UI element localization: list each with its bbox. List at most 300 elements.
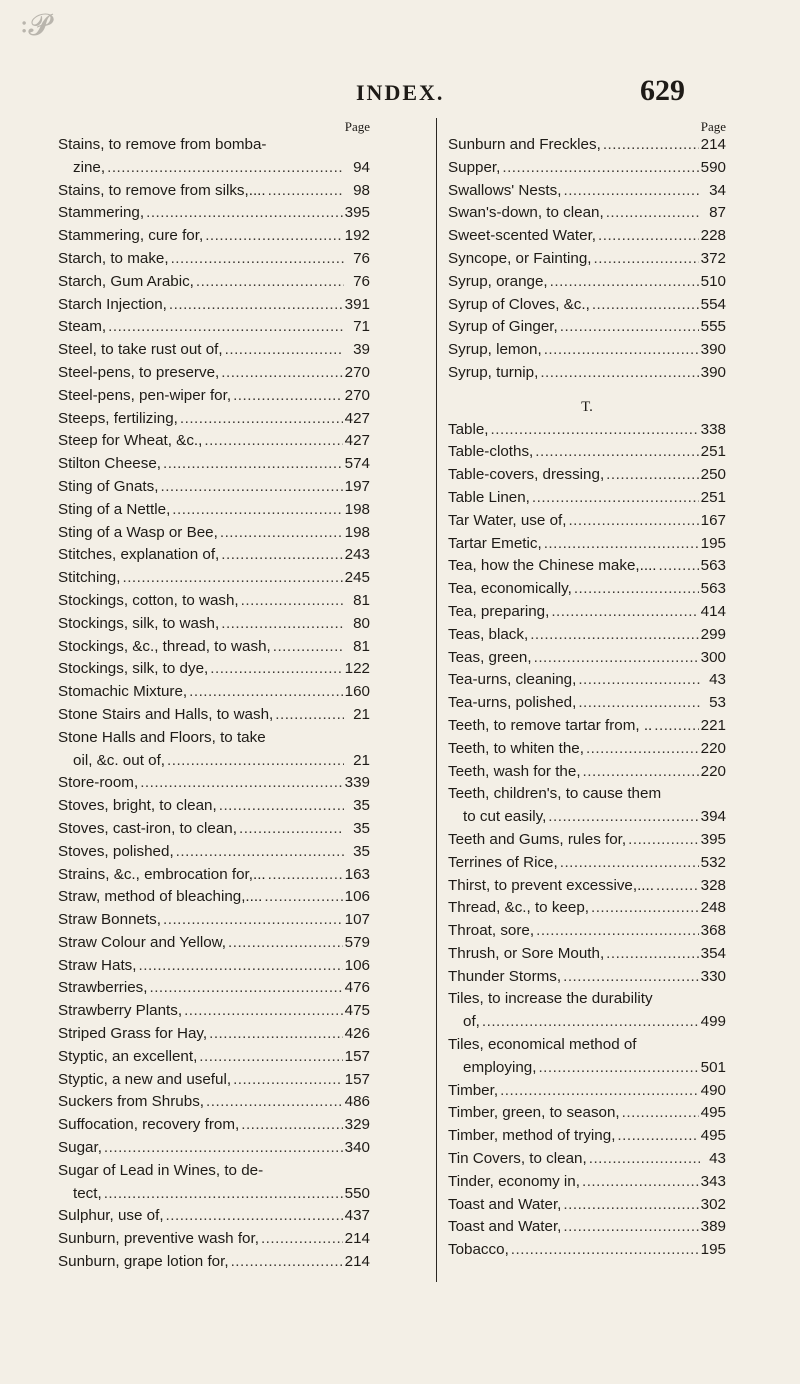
index-entry	[448, 1194, 726, 1217]
index-entry	[58, 977, 370, 1000]
entry-page-number: 245	[344, 569, 370, 587]
entry-page-number: 81	[353, 637, 370, 655]
section-heading-t: T.	[581, 398, 593, 415]
leader-dots	[268, 864, 343, 887]
index-entry	[448, 1216, 726, 1239]
index-entry	[58, 339, 370, 362]
left-column	[58, 120, 426, 1274]
entry-page-number: 76	[353, 272, 370, 290]
index-entry	[58, 1069, 370, 1092]
entry-text: Swallows' Nests,	[448, 181, 562, 199]
entry-text: Stoves, bright, to clean,	[58, 797, 217, 815]
index-entry	[448, 1102, 726, 1125]
index-entry	[448, 578, 726, 601]
entry-text: of,	[463, 1013, 480, 1031]
leader-dots	[532, 487, 699, 510]
leader-dots	[233, 1069, 343, 1092]
entry-page-number: 300	[700, 648, 726, 666]
entry-text: Steel-pens, pen-wiper for,	[58, 386, 232, 404]
index-entry	[448, 669, 726, 692]
index-entry	[448, 1034, 726, 1057]
leader-dots	[502, 157, 698, 180]
leader-dots	[199, 1046, 342, 1069]
entry-text: Steam,	[58, 318, 107, 336]
entry-page-number: 39	[353, 341, 370, 359]
leader-dots	[574, 578, 699, 601]
entry-text: Swan's-down, to clean,	[448, 204, 604, 222]
leader-dots	[204, 430, 342, 453]
index-entry	[448, 419, 726, 442]
leader-dots	[591, 897, 699, 920]
leader-dots	[104, 1183, 343, 1206]
leader-dots	[206, 1091, 343, 1114]
index-entry	[58, 658, 370, 681]
leader-dots	[221, 544, 342, 567]
index-entry	[448, 601, 726, 624]
index-entry	[58, 795, 370, 818]
right-entry-list-t	[448, 419, 726, 1262]
leader-dots	[544, 533, 699, 556]
entry-page-number: 368	[700, 922, 726, 940]
entry-text: Table-cloths,	[448, 443, 534, 461]
entry-text: Sugar,	[58, 1139, 102, 1157]
index-entry	[448, 966, 726, 989]
index-entry	[448, 1239, 726, 1262]
leader-dots	[617, 1125, 698, 1148]
entry-text: Sunburn and Freckles,	[448, 136, 601, 153]
entry-text: Stockings, cotton, to wash,	[58, 591, 239, 609]
entry-page-number: 35	[353, 819, 370, 837]
leader-dots	[231, 1251, 343, 1274]
entry-text: Syncope, or Fainting,	[448, 249, 592, 267]
index-entry	[58, 613, 370, 636]
index-entry	[448, 852, 726, 875]
index-entry	[448, 624, 726, 647]
entry-page-number: 555	[700, 318, 726, 336]
entry-text: Stammering, cure for,	[58, 227, 204, 245]
entry-text: Sunburn, preventive wash for,	[58, 1230, 259, 1248]
page-title: INDEX.	[356, 80, 445, 105]
entry-page-number: 21	[353, 751, 370, 769]
entry-text: Supper,	[448, 158, 501, 176]
leader-dots	[189, 681, 343, 704]
entry-page-number: 510	[700, 272, 726, 290]
leader-dots	[221, 362, 342, 385]
entry-page-number: 122	[344, 660, 370, 678]
entry-text: Strawberries,	[58, 979, 148, 997]
entry-text: Strawberry Plants,	[58, 1002, 183, 1020]
leader-dots	[563, 966, 699, 989]
leader-dots	[578, 669, 700, 692]
leader-dots	[275, 704, 344, 727]
entry-page-number: 563	[700, 557, 726, 575]
entry-text: Timber, method of trying,	[448, 1127, 616, 1145]
entry-page-number: 270	[344, 363, 370, 381]
leader-dots	[225, 339, 344, 362]
corner-mark: ꞉𝓟	[20, 8, 50, 43]
leader-dots	[586, 738, 699, 761]
index-entry	[58, 1114, 370, 1137]
index-entry	[448, 362, 726, 385]
entry-text: Stitching,	[58, 569, 121, 587]
index-entry	[58, 818, 370, 841]
index-entry	[58, 727, 370, 750]
leader-dots	[544, 339, 699, 362]
entry-page-number: 579	[344, 933, 370, 951]
index-entry	[58, 1046, 370, 1069]
entry-text: Thread, &c., to keep,	[448, 899, 589, 917]
leader-dots	[551, 601, 698, 624]
entry-page-number: 414	[700, 602, 726, 620]
right-column	[448, 120, 726, 1262]
entry-text: Stone Stairs and Halls, to wash,	[58, 705, 274, 723]
index-entry	[58, 544, 370, 567]
entry-page-number: 270	[344, 386, 370, 404]
leader-dots	[568, 510, 698, 533]
page-number: 629	[640, 74, 685, 107]
leader-dots	[184, 1000, 343, 1023]
entry-page-number: 339	[344, 774, 370, 792]
entry-text: Tea, how the Chinese make,....	[448, 557, 657, 575]
index-entry	[58, 864, 370, 887]
entry-text: Tea, preparing,	[448, 602, 550, 620]
entry-text: Teeth, children's, to cause them	[448, 785, 662, 803]
entry-page-number: 71	[353, 318, 370, 336]
entry-page-number: 192	[344, 227, 370, 245]
entry-page-number: 495	[700, 1127, 726, 1145]
entry-text: Syrup, turnip,	[448, 363, 539, 381]
index-entry	[58, 1091, 370, 1114]
index-entry	[448, 202, 726, 225]
index-entry	[58, 476, 370, 499]
leader-dots	[598, 225, 699, 248]
entry-text: Syrup, orange,	[448, 272, 548, 290]
entry-page-number: 220	[700, 762, 726, 780]
entry-page-number: 157	[344, 1070, 370, 1088]
index-entry	[448, 1011, 726, 1034]
leader-dots	[563, 1194, 698, 1217]
entry-page-number: 98	[353, 181, 370, 199]
leader-dots	[221, 613, 344, 636]
index-entry	[448, 1125, 726, 1148]
index-entry	[58, 704, 370, 727]
leader-dots	[273, 636, 344, 659]
entry-text: Throat, sore,	[448, 922, 535, 940]
entry-text: Straw Colour and Yellow,	[58, 933, 227, 951]
leader-dots	[654, 715, 698, 738]
entry-page-number: 198	[344, 523, 370, 541]
index-entry	[58, 1023, 370, 1046]
entry-text: Stoves, polished,	[58, 842, 174, 860]
entry-text: Teeth, wash for the,	[448, 762, 581, 780]
leader-dots	[622, 1102, 699, 1125]
entry-page-number: 21	[353, 705, 370, 723]
entry-text: Syrup of Ginger,	[448, 318, 558, 336]
index-entry	[448, 225, 726, 248]
index-entry	[58, 362, 370, 385]
entry-page-number: 87	[709, 204, 726, 222]
index-entry	[58, 932, 370, 955]
entry-text: Straw, method of bleaching,....	[58, 888, 263, 906]
entry-text: Steeps, fertilizing,	[58, 409, 178, 427]
entry-text: Steep for Wheat, &c.,	[58, 432, 203, 450]
leader-dots	[482, 1011, 699, 1034]
entry-text: Stilton Cheese,	[58, 455, 161, 473]
index-entry	[448, 510, 726, 533]
index-entry	[448, 988, 726, 1011]
entry-text: Steel, to take rust out of,	[58, 341, 223, 359]
entry-text: Starch, Gum Arabic,	[58, 272, 194, 290]
entry-text: zine,	[73, 158, 106, 176]
index-entry	[58, 157, 370, 180]
entry-page-number: 53	[709, 694, 726, 712]
entry-text: Stone Halls and Floors, to take	[58, 728, 266, 746]
entry-page-number: 394	[700, 808, 726, 826]
index-entry	[448, 271, 726, 294]
entry-page-number: 157	[344, 1047, 370, 1065]
leader-dots	[196, 271, 344, 294]
entry-page-number: 107	[344, 911, 370, 929]
entry-page-number: 427	[344, 409, 370, 427]
entry-text: Sting of Gnats,	[58, 477, 159, 495]
entry-page-number: 390	[700, 341, 726, 359]
leader-dots	[261, 1228, 343, 1251]
entry-page-number: 214	[700, 136, 726, 153]
entry-text: Steel-pens, to preserve,	[58, 363, 220, 381]
leader-dots	[550, 271, 699, 294]
index-entry	[58, 225, 370, 248]
index-entry	[58, 316, 370, 339]
left-entry-list	[58, 134, 426, 1274]
entry-text: Teeth, to whiten the,	[448, 739, 584, 757]
entry-text: Striped Grass for Hay,	[58, 1025, 208, 1043]
entry-page-number: 395	[700, 830, 726, 848]
entry-page-number: 574	[344, 455, 370, 473]
entry-text: tect,	[73, 1184, 102, 1202]
right-entry-list-s	[448, 134, 726, 385]
entry-page-number: 437	[344, 1207, 370, 1225]
entry-text: Tiles, to increase the durability	[448, 990, 653, 1008]
leader-dots	[172, 499, 342, 522]
entry-page-number: 76	[353, 249, 370, 267]
leader-dots	[171, 248, 344, 271]
entry-text: Straw Hats,	[58, 956, 137, 974]
leader-dots	[578, 692, 700, 715]
index-entry	[448, 533, 726, 556]
leader-dots	[594, 248, 699, 271]
entry-text: Stains, to remove from silks,....	[58, 181, 266, 199]
entry-page-number: 248	[700, 899, 726, 917]
entry-text: Teeth and Gums, rules for,	[448, 830, 627, 848]
entry-page-number: 34	[709, 181, 726, 199]
entry-text: Sulphur, use of,	[58, 1207, 164, 1225]
entry-page-number: 214	[344, 1230, 370, 1248]
index-entry	[448, 715, 726, 738]
index-entry	[448, 339, 726, 362]
index-entry	[58, 1183, 370, 1206]
entry-page-number: 195	[700, 534, 726, 552]
entry-page-number: 426	[344, 1025, 370, 1043]
leader-dots	[538, 1057, 698, 1080]
index-entry	[448, 692, 726, 715]
index-entry	[58, 134, 370, 157]
entry-text: Stomachic Mixture,	[58, 683, 188, 701]
entry-text: Tobacco,	[448, 1241, 509, 1259]
entry-page-number: 554	[700, 295, 726, 313]
index-entry	[448, 464, 726, 487]
index-entry	[448, 157, 726, 180]
column-divider	[436, 118, 437, 1282]
entry-page-number: 106	[344, 888, 370, 906]
entry-text: Thunder Storms,	[448, 967, 562, 985]
leader-dots	[491, 419, 699, 442]
index-entry	[448, 1148, 726, 1171]
index-entry	[58, 1137, 370, 1160]
entry-text: Table Linen,	[448, 488, 530, 506]
entry-page-number: 243	[344, 546, 370, 564]
index-entry	[58, 955, 370, 978]
index-entry	[448, 647, 726, 670]
leader-dots	[560, 316, 699, 339]
leader-dots	[592, 294, 699, 317]
entry-page-number: 302	[700, 1195, 726, 1213]
leader-dots	[122, 567, 342, 590]
leader-dots	[589, 1148, 700, 1171]
index-entry	[58, 499, 370, 522]
index-entry	[58, 453, 370, 476]
leader-dots	[140, 772, 342, 795]
index-entry	[448, 180, 726, 203]
leader-dots	[169, 294, 343, 317]
entry-page-number: 532	[700, 853, 726, 871]
entry-text: Stammering,	[58, 204, 145, 222]
leader-dots	[166, 1205, 343, 1228]
leader-dots	[563, 180, 700, 203]
leader-dots	[176, 841, 344, 864]
entry-page-number: 220	[700, 739, 726, 757]
index-entry	[448, 829, 726, 852]
entry-text: Tartar Emetic,	[448, 534, 542, 552]
entry-text: Suckers from Shrubs,	[58, 1093, 205, 1111]
entry-text: Tea-urns, cleaning,	[448, 671, 577, 689]
index-entry	[448, 248, 726, 271]
leader-dots	[220, 522, 343, 545]
index-entry	[58, 1251, 370, 1274]
entry-text: Sting of a Nettle,	[58, 500, 171, 518]
index-entry	[448, 134, 726, 157]
entry-text: Stockings, silk, to dye,	[58, 660, 209, 678]
leader-dots	[180, 408, 343, 431]
index-entry	[58, 271, 370, 294]
leader-dots	[241, 590, 344, 613]
leader-dots	[500, 1080, 699, 1103]
index-entry	[448, 920, 726, 943]
index-entry	[58, 590, 370, 613]
index-entry	[58, 1000, 370, 1023]
entry-text: Thirst, to prevent excessive,....	[448, 876, 654, 894]
entry-page-number: 427	[344, 432, 370, 450]
left-page-label: Page	[344, 119, 370, 134]
entry-page-number: 330	[700, 967, 726, 985]
index-entry	[448, 487, 726, 510]
entry-page-number: 163	[344, 865, 370, 883]
entry-text: Stitches, explanation of,	[58, 546, 220, 564]
entry-text: Suffocation, recovery from,	[58, 1116, 240, 1134]
entry-page-number: 550	[344, 1184, 370, 1202]
index-entry	[58, 636, 370, 659]
leader-dots	[241, 1114, 342, 1137]
index-entry	[58, 567, 370, 590]
index-entry	[58, 1205, 370, 1228]
leader-dots	[628, 829, 699, 852]
entry-text: Strains, &c., embrocation for,...	[58, 865, 266, 883]
leader-dots	[548, 806, 698, 829]
entry-text: Store-room,	[58, 774, 139, 792]
entry-text: Tea-urns, polished,	[448, 694, 577, 712]
index-entry	[58, 522, 370, 545]
entry-page-number: 476	[344, 979, 370, 997]
entry-text: Toast and Water,	[448, 1218, 562, 1236]
index-entry	[58, 681, 370, 704]
index-entry	[448, 783, 726, 806]
index-entry	[58, 294, 370, 317]
index-entry	[58, 385, 370, 408]
entry-text: employing,	[463, 1058, 537, 1076]
leader-dots	[268, 180, 344, 203]
entry-text: Tar Water, use of,	[448, 511, 567, 529]
entry-text: Tea, economically,	[448, 580, 572, 598]
entry-page-number: 195	[700, 1241, 726, 1259]
leader-dots	[139, 955, 343, 978]
entry-page-number: 221	[700, 716, 726, 734]
entry-page-number: 299	[700, 625, 726, 643]
leader-dots	[205, 225, 342, 248]
index-entry	[448, 806, 726, 829]
leader-dots	[583, 761, 699, 784]
entry-page-number: 495	[700, 1104, 726, 1122]
entry-page-number: 328	[700, 876, 726, 894]
index-entry	[448, 738, 726, 761]
entry-page-number: 338	[700, 420, 726, 438]
entry-page-number: 389	[700, 1218, 726, 1236]
entry-text: Stains, to remove from bomba-	[58, 136, 267, 153]
entry-page-number: 160	[344, 683, 370, 701]
entry-page-number: 590	[700, 158, 726, 176]
leader-dots	[146, 202, 343, 225]
entry-text: Sunburn, grape lotion for,	[58, 1253, 229, 1271]
index-entry	[58, 1160, 370, 1183]
entry-page-number: 35	[353, 842, 370, 860]
entry-page-number: 198	[344, 500, 370, 518]
leader-dots	[530, 624, 698, 647]
entry-page-number: 43	[709, 1150, 726, 1168]
entry-page-number: 197	[344, 477, 370, 495]
entry-text: Stoves, cast-iron, to clean,	[58, 819, 237, 837]
entry-page-number: 228	[700, 227, 726, 245]
entry-text: Straw Bonnets,	[58, 911, 161, 929]
entry-text: Starch, to make,	[58, 249, 169, 267]
entry-page-number: 167	[700, 511, 726, 529]
index-entry	[58, 886, 370, 909]
index-entry	[448, 761, 726, 784]
entry-page-number: 251	[700, 488, 726, 506]
entry-page-number: 395	[344, 204, 370, 222]
entry-page-number: 354	[700, 944, 726, 962]
entry-text: Teeth, to remove tartar from, ..	[448, 716, 653, 734]
index-entry	[448, 1080, 726, 1103]
leader-dots	[606, 943, 698, 966]
page-header	[0, 76, 800, 116]
